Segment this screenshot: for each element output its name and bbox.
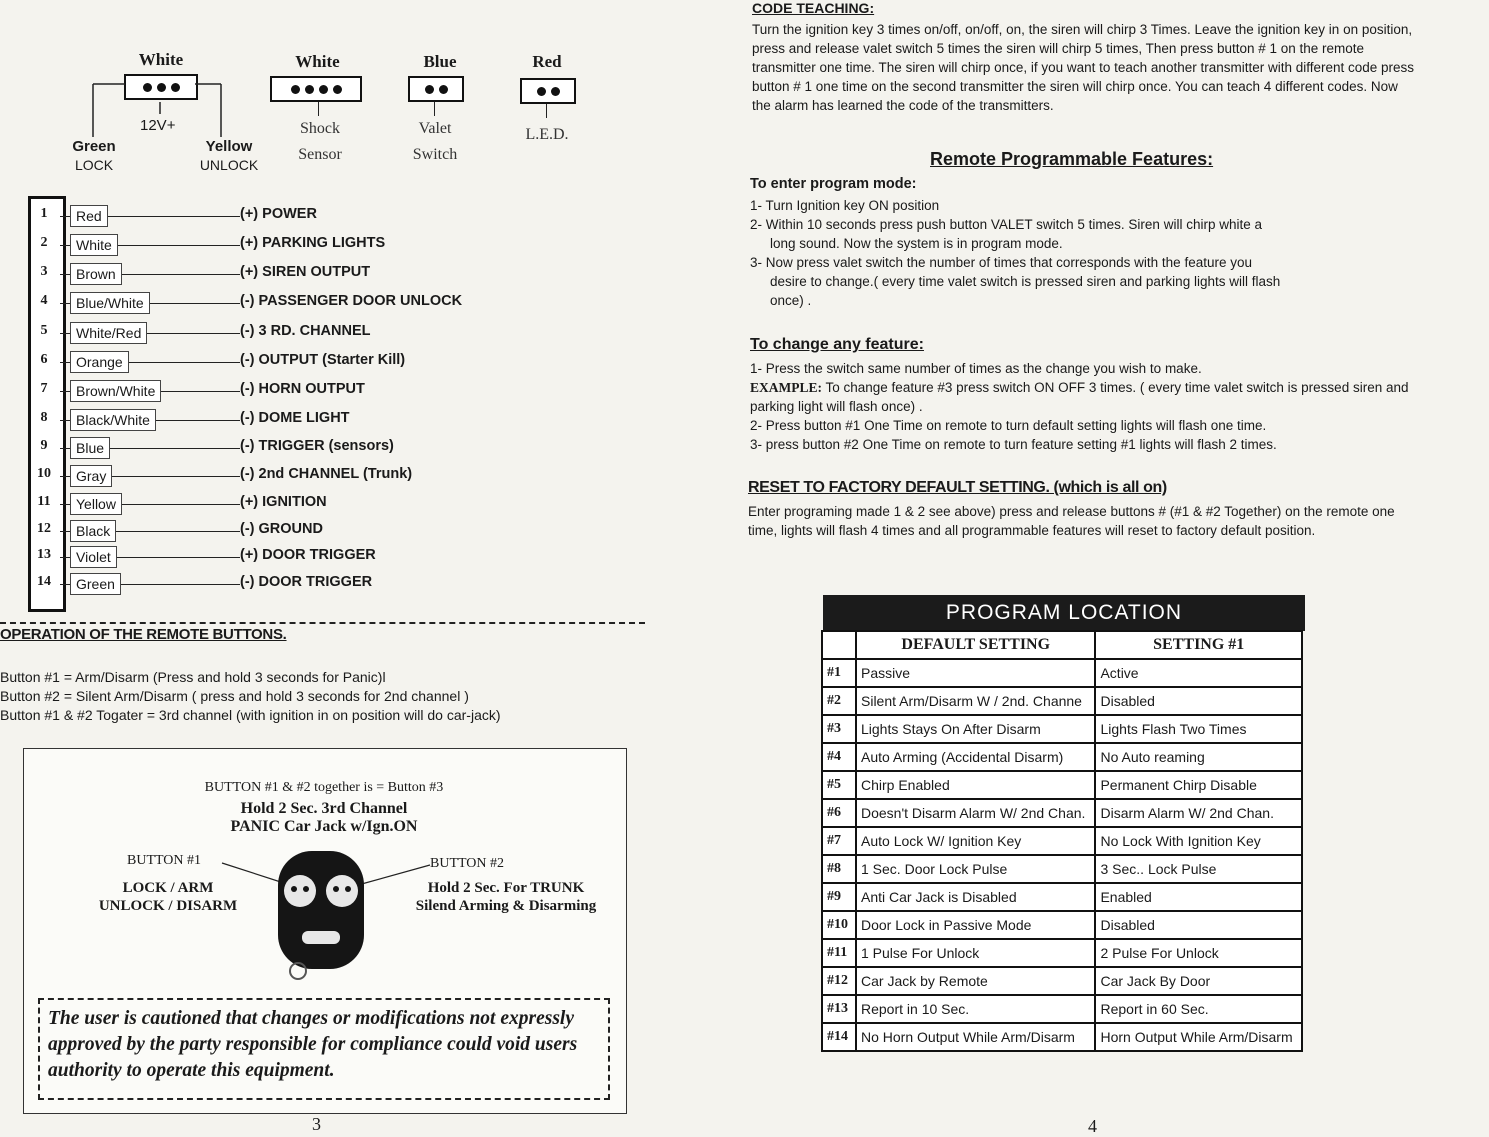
- wire-color-label: White/Red: [70, 322, 147, 344]
- remote-hold-note: Hold 2 Sec. 3rd Channel: [240, 800, 408, 817]
- table-row: [822, 883, 1302, 911]
- table-row: [822, 1023, 1302, 1051]
- wire-lead: [110, 448, 240, 449]
- button1-function: LOCK / ARM UNLOCK / DISARM: [98, 880, 238, 914]
- wire-lead: [116, 531, 240, 532]
- table-row: [822, 827, 1302, 855]
- pin-yellow-unlock-label: Yellow UNLOCK: [199, 138, 259, 173]
- row-number: #12: [822, 967, 856, 995]
- row-number: #4: [822, 743, 856, 771]
- wire-pin-number: 12: [37, 521, 51, 536]
- connector-valet-switch: [408, 76, 464, 102]
- wire-pin-number: 6: [40, 352, 48, 367]
- button2-label: BUTTON #2: [430, 856, 505, 871]
- wire-color-label: Violet: [70, 546, 117, 568]
- features-title: Remote Programmable Features:: [930, 149, 1214, 169]
- default-setting-cell: 1 Pulse For Unlock: [856, 939, 1095, 967]
- wire-pin-number: 2: [40, 235, 48, 250]
- wire-function: (-) 3 RD. CHANNEL: [240, 323, 371, 339]
- setting-1-cell: Enabled: [1095, 883, 1302, 911]
- program-table-title: PROGRAM LOCATION: [823, 595, 1305, 631]
- default-setting-cell: 1 Sec. Door Lock Pulse: [856, 855, 1095, 883]
- wire-pin-number: 5: [40, 323, 48, 338]
- default-setting-cell: Doesn't Disarm Alarm W/ 2nd Chan.: [856, 799, 1095, 827]
- wire-function: (+) IGNITION: [240, 494, 327, 510]
- table-row: [822, 799, 1302, 827]
- page-number-right: 4: [1088, 1116, 1097, 1136]
- wire-pin-number: 4: [40, 293, 48, 308]
- enter-program-steps: 1- Turn Ignition key ON position 2- Within 10 seconds press push button VALET switch 5 times. Siren will chirp white a long sound. Now the system is in program mode. 3- Now press valet switch the number of times that corresponds with the feature you desire to change.( every time valet switch is pressed siren and parking lights will flash once) .: [750, 198, 1281, 308]
- connector-white-3pin-label: White: [138, 50, 184, 69]
- table-row: [822, 855, 1302, 883]
- connector-shock-sensor: [270, 76, 362, 102]
- wire-color-label: Orange: [70, 351, 129, 373]
- setting-1-cell: Permanent Chirp Disable: [1095, 771, 1302, 799]
- wire-color-label: Blue: [70, 437, 110, 459]
- wire-color-label: Green: [70, 573, 121, 595]
- default-setting-cell: Chirp Enabled: [856, 771, 1095, 799]
- row-number: #2: [822, 687, 856, 715]
- wire-color-label: Yellow: [70, 493, 122, 515]
- wire-lead: [122, 504, 240, 505]
- remote-panic-note: PANIC Car Jack w/Ign.ON: [230, 818, 418, 835]
- wire-pin-number: 1: [40, 206, 48, 221]
- wire-function: (-) HORN OUTPUT: [240, 381, 365, 397]
- button2-function: Hold 2 Sec. For TRUNK Silend Arming & Disarming: [415, 880, 597, 914]
- default-setting-cell: Anti Car Jack is Disabled: [856, 883, 1095, 911]
- row-number: #3: [822, 715, 856, 743]
- button1-label: BUTTON #1: [127, 853, 202, 868]
- pin-12v-label: 12V+: [140, 117, 176, 134]
- row-number: #7: [822, 827, 856, 855]
- table-row: [822, 771, 1302, 799]
- wire-function: (+) POWER: [240, 206, 317, 222]
- wire-pin-number: 9: [40, 438, 48, 453]
- wire-function: (-) DOME LIGHT: [240, 410, 350, 426]
- code-teaching-text: Turn the ignition key 3 times on/off, on/off, on, the siren will chirp 3 Times. Leave the ignition key in on position, press and release valet switch 5 times the siren will chirp 5 times, Then press button # 1 on the remote transmitter one time. The siren will chirp once, if you want to teach another transmitter with different code press button # 1 one time on the second transmitter the siren will chirp once. You can teach 4 different codes. Now the alarm has learned the code of the transmitters.: [752, 22, 1415, 113]
- wire-color-label: Red: [70, 205, 108, 227]
- wire-function: (-) GROUND: [240, 521, 323, 537]
- change-feature-title: To change any feature:: [750, 336, 924, 353]
- wire-color-label: Gray: [70, 465, 112, 487]
- wire-lead: [129, 362, 240, 363]
- program-location-table: [821, 630, 1303, 1052]
- setting-1-cell: 3 Sec.. Lock Pulse: [1095, 855, 1302, 883]
- wire-lead: [150, 303, 240, 304]
- connector-valet-label: Blue: [423, 52, 457, 71]
- wire-function: (+) SIREN OUTPUT: [240, 264, 371, 280]
- setting-1-cell: 2 Pulse For Unlock: [1095, 939, 1302, 967]
- setting-1-cell: Active: [1095, 659, 1302, 687]
- row-number: #14: [822, 1023, 856, 1051]
- wire-pin-number: 13: [37, 547, 51, 562]
- reset-title: RESET TO FACTORY DEFAULT SETTING. (which is all on): [748, 479, 1167, 496]
- remote-button-2: [326, 875, 358, 907]
- setting-1-cell: Disabled: [1095, 911, 1302, 939]
- wire-pin-number: 10: [37, 466, 51, 481]
- table-row: [822, 687, 1302, 715]
- default-setting-cell: Report in 10 Sec.: [856, 995, 1095, 1023]
- row-number: #9: [822, 883, 856, 911]
- default-setting-cell: Passive: [856, 659, 1095, 687]
- table-row: [822, 995, 1302, 1023]
- enter-program-title: To enter program mode:: [750, 176, 917, 192]
- setting-1-cell: Disabled: [1095, 687, 1302, 715]
- wire-color-label: Blue/White: [70, 292, 150, 314]
- wire-lead: [121, 584, 240, 585]
- wire-pin-number: 11: [37, 494, 51, 509]
- change-feature-text: 1- Press the switch same number of times as the change you wish to make. EXAMPLE: To change feature #3 press switch ON OFF 3 times. ( every time valet switch is pressed siren and parking light will flash once) . 2- Press button #1 One Time on remote to turn default setting lights will flash one time. 3- press button #2 One Time on remote to turn feature setting #1 lights will flash 2 times.: [750, 361, 1409, 452]
- reset-text: Enter programing made 1 & 2 see above) press and release buttons # (#1 & #2 Together) on the remote one time, lights will flash 4 times and all programmable features will reset to factory default position.: [748, 504, 1395, 538]
- row-number: #1: [822, 659, 856, 687]
- remote-button-1: [284, 875, 316, 907]
- col-default-setting: DEFAULT SETTING: [856, 631, 1095, 659]
- wire-lead: [161, 391, 240, 392]
- table-row: [822, 715, 1302, 743]
- setting-1-cell: Disarm Alarm W/ 2nd Chan.: [1095, 799, 1302, 827]
- wire-function: (-) 2nd CHANNEL (Trunk): [240, 466, 413, 482]
- row-number: #6: [822, 799, 856, 827]
- wire-function: (-) OUTPUT (Starter Kill): [240, 352, 406, 368]
- page-number-left: 3: [312, 1114, 321, 1134]
- default-setting-cell: Silent Arm/Disarm W / 2nd. Channe: [856, 687, 1095, 715]
- table-row: [822, 967, 1302, 995]
- wire-pin-number: 8: [40, 410, 48, 425]
- setting-1-cell: Report in 60 Sec.: [1095, 995, 1302, 1023]
- wire-lead: [118, 245, 240, 246]
- wire-lead: [108, 216, 240, 217]
- row-number: #8: [822, 855, 856, 883]
- remote-top-note: BUTTON #1 & #2 together is = Button #3: [204, 780, 444, 795]
- remote-transmitter-drawing: [210, 845, 440, 985]
- default-setting-cell: Door Lock in Passive Mode: [856, 911, 1095, 939]
- operation-title: OPERATION OF THE REMOTE BUTTONS.: [0, 626, 287, 643]
- wire-lead: [112, 476, 240, 477]
- wire-function: (-) TRIGGER (sensors): [240, 438, 394, 454]
- wire-color-label: Black: [70, 520, 116, 542]
- wire-pin-number: 3: [40, 264, 48, 279]
- wire-lead: [117, 557, 240, 558]
- connector-shock-label: White: [295, 52, 340, 71]
- wire-function: (+) PARKING LIGHTS: [240, 235, 386, 251]
- operation-lines: Button #1 = Arm/Disarm (Press and hold 3 seconds for Panic)l Button #2 = Silent Arm/Disarm ( press and hold 3 seconds for 2nd channel ) Button #1 & #2 Togater = 3rd channel (with ignition in on position will do car-jack): [0, 669, 501, 723]
- wire-lead: [156, 420, 240, 421]
- code-teaching-title: CODE TEACHING:: [752, 0, 875, 16]
- shock-sensor-label: Shock Sensor: [298, 120, 342, 163]
- led-label: L.E.D.: [525, 126, 569, 143]
- pin-green-lock-label: Green LOCK: [72, 138, 116, 173]
- wire-function: (-) DOOR TRIGGER: [240, 574, 373, 590]
- default-setting-cell: Car Jack by Remote: [856, 967, 1095, 995]
- default-setting-cell: Lights Stays On After Disarm: [856, 715, 1095, 743]
- table-row: [822, 911, 1302, 939]
- wire-color-label: White: [70, 234, 118, 256]
- default-setting-cell: No Horn Output While Arm/Disarm: [856, 1023, 1095, 1051]
- col-setting-1: SETTING #1: [1095, 631, 1302, 659]
- connector-led-label: Red: [532, 52, 562, 71]
- table-header-row: [822, 631, 1302, 659]
- table-row: [822, 743, 1302, 771]
- wire-color-label: Brown/White: [70, 380, 161, 402]
- row-number: #11: [822, 939, 856, 967]
- setting-1-cell: Horn Output While Arm/Disarm: [1095, 1023, 1302, 1051]
- connector-led: [520, 78, 576, 104]
- caution-text: The user is cautioned that changes or modifications not expressly approved by the party responsible for compliance could void users authority to operate this equipment.: [48, 1008, 578, 1081]
- setting-1-cell: No Lock With Ignition Key: [1095, 827, 1302, 855]
- row-number: #10: [822, 911, 856, 939]
- wire-lead: [122, 274, 240, 275]
- wire-pin-number: 7: [40, 381, 48, 396]
- wire-color-label: Brown: [70, 263, 122, 285]
- table-row: [822, 659, 1302, 687]
- setting-1-cell: No Auto reaming: [1095, 743, 1302, 771]
- row-number: #5: [822, 771, 856, 799]
- default-setting-cell: Auto Lock W/ Ignition Key: [856, 827, 1095, 855]
- wire-lead: [147, 333, 240, 334]
- wire-function: (+) DOOR TRIGGER: [240, 547, 376, 563]
- table-row: [822, 939, 1302, 967]
- section-divider: [0, 622, 645, 624]
- default-setting-cell: Auto Arming (Accidental Disarm): [856, 743, 1095, 771]
- valet-switch-label: Valet Switch: [412, 120, 458, 163]
- setting-1-cell: Lights Flash Two Times: [1095, 715, 1302, 743]
- wire-function: (-) PASSENGER DOOR UNLOCK: [240, 293, 463, 309]
- wire-pin-number: 14: [37, 574, 51, 589]
- wire-color-label: Black/White: [70, 409, 156, 431]
- setting-1-cell: Car Jack By Door: [1095, 967, 1302, 995]
- row-number: #13: [822, 995, 856, 1023]
